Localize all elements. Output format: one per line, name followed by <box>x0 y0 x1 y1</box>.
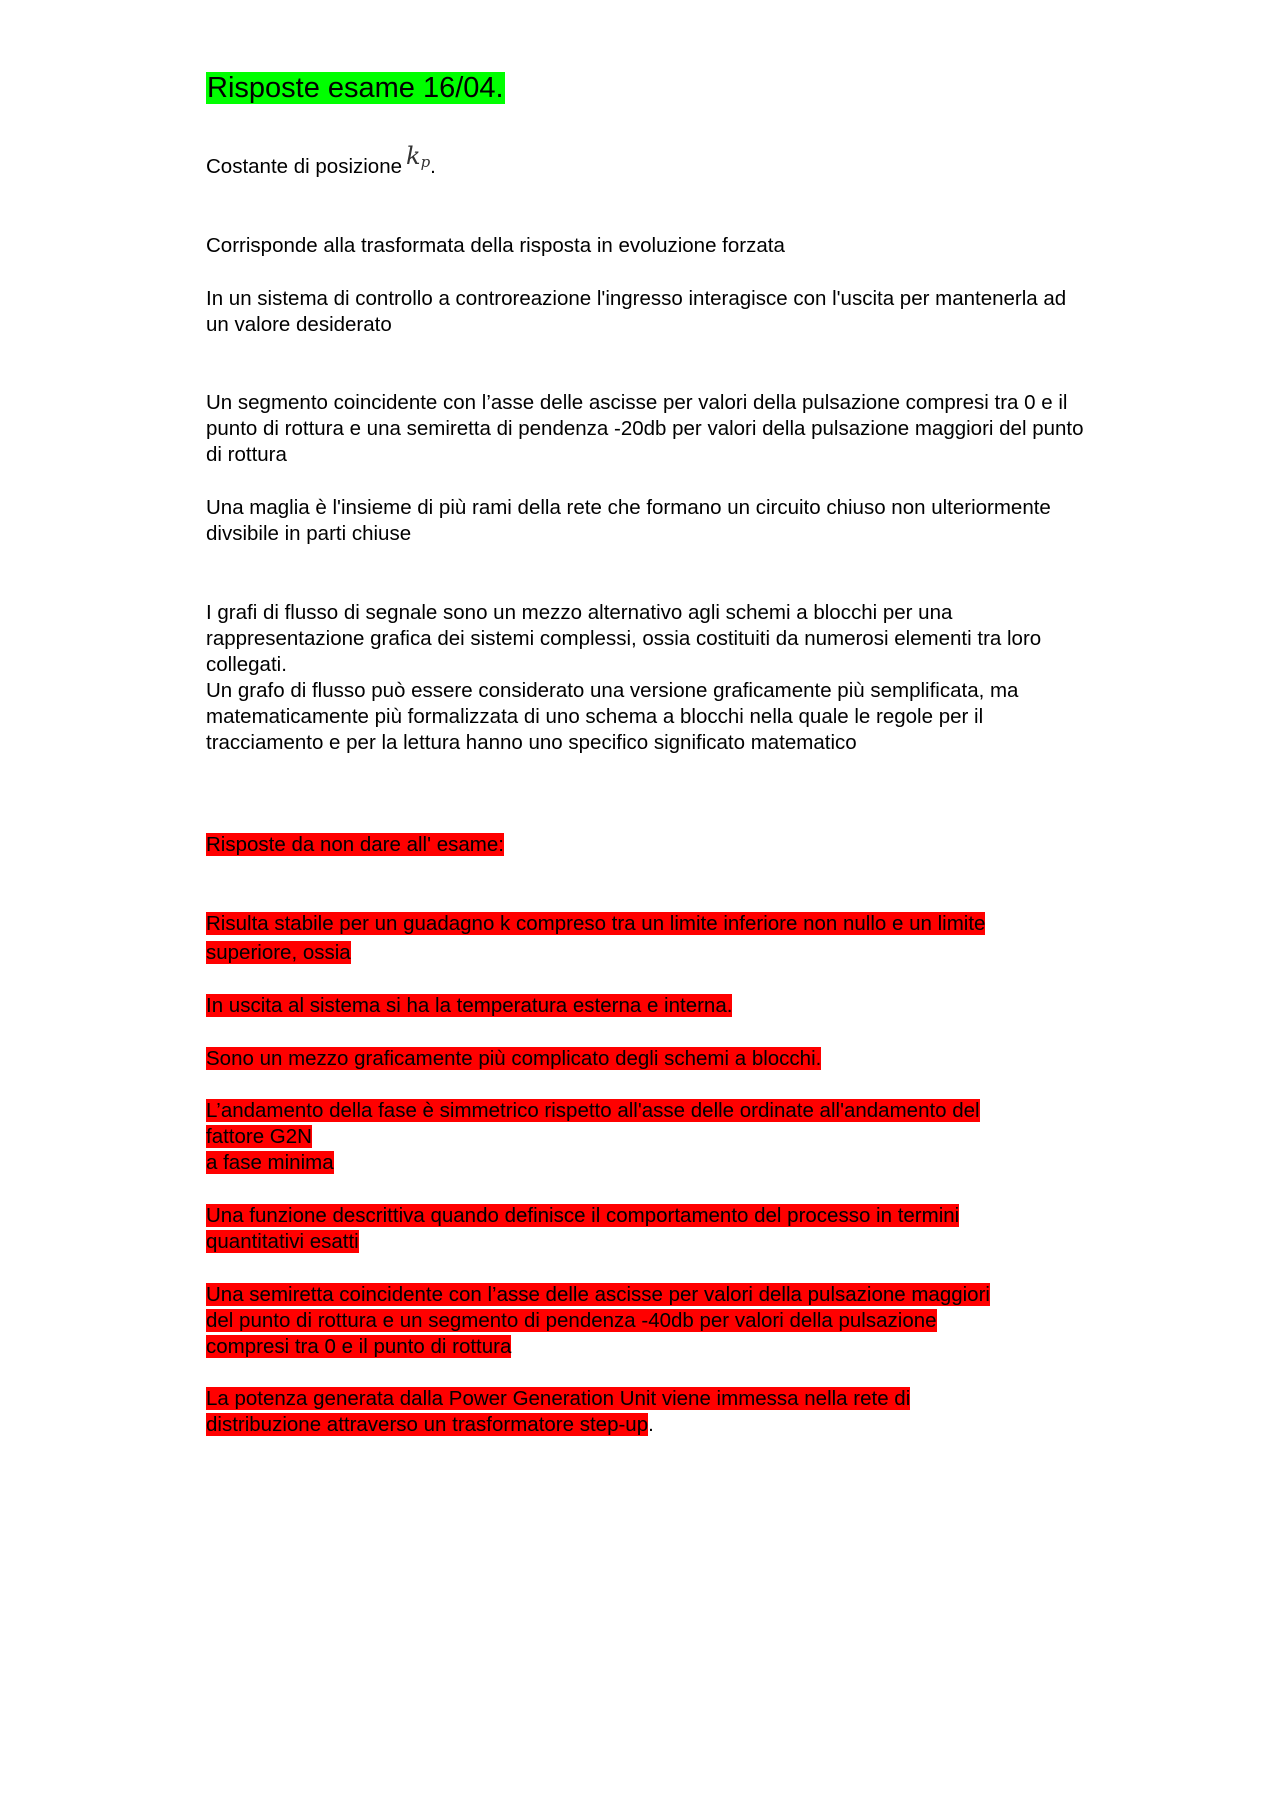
costante-line <box>206 142 1086 184</box>
page-title <box>206 70 505 106</box>
costante-dot: . <box>430 155 436 178</box>
wrong-answers-heading: Risposte da non dare all' esame: <box>206 833 504 856</box>
wrong-answer-funzione: Una funzione descrittiva quando definisce il comportamento del processo in termini quantitativi esatti <box>206 1204 960 1253</box>
wrong-answer-stabile: Risulta stabile per un guadagno k compreso tra un limite inferiore non nullo e un limite superiore, ossia <box>206 912 986 964</box>
wrong-answer-temperatura: In uscita al sistema si ha la temperatura esterna e interna. <box>206 994 733 1017</box>
wrong-answer-fase: L’andamento della fase è simmetrico rispetto all'asse delle ordinate all'andamento del fattore G2N a fase minima <box>206 1099 980 1174</box>
wrong-answer-potenza: La potenza generata dalla Power Generation Unit viene immessa nella rete di distribuzione attraverso un trasformatore step-up. <box>206 1387 911 1436</box>
answer-paragraph: Corrisponde alla trasformata della risposta in evoluzione forzata <box>206 234 785 257</box>
answer-paragraph: In un sistema di controllo a controreazione l'ingresso interagisce con l'uscita per mantenerla ad un valore desiderato <box>206 287 1067 336</box>
wrong-answer-semiretta: Una semiretta coincidente con l’asse delle ascisse per valori della pulsazione maggiori del punto di rottura e un segmento di pendenza -40db per valori della pulsazione compresi tra 0 e il punto di rottura <box>206 1283 990 1358</box>
answer-paragraph: Un segmento coincidente con l’asse delle ascisse per valori della pulsazione compresi tra 0 e il punto di rottura e una semiretta di pendenza -20db per valori della pulsazione maggiori del punto di rottura <box>206 391 1084 466</box>
costante-label: Costante di posizione <box>206 155 403 178</box>
answer-paragraph: I grafi di flusso di segnale sono un mezzo alternativo agli schemi a blocchi per una rappresentazione grafica dei sistemi complessi, ossia costituiti da numerosi elementi tra loro collegati. <box>206 601 1042 676</box>
wrong-answer-complicato: Sono un mezzo graficamente più complicato degli schemi a blocchi. <box>206 1047 822 1070</box>
answer-paragraph: Una maglia è l'insieme di più rami della rete che formano un circuito chiuso non ulteriormente divsibile in parti chiuse <box>206 496 1051 545</box>
answer-paragraph: Un grafo di flusso può essere considerato una versione graficamente più semplificata, ma matematicamente più formalizzata di uno schema a blocchi nella quale le regole per il tracciamento e per la lettura hanno uno specifico significato matematico <box>206 679 1019 754</box>
kp-symbol: $k_p$ <box>406 142 431 171</box>
title-highlight: Risposte esame 16/04. <box>207 72 504 104</box>
